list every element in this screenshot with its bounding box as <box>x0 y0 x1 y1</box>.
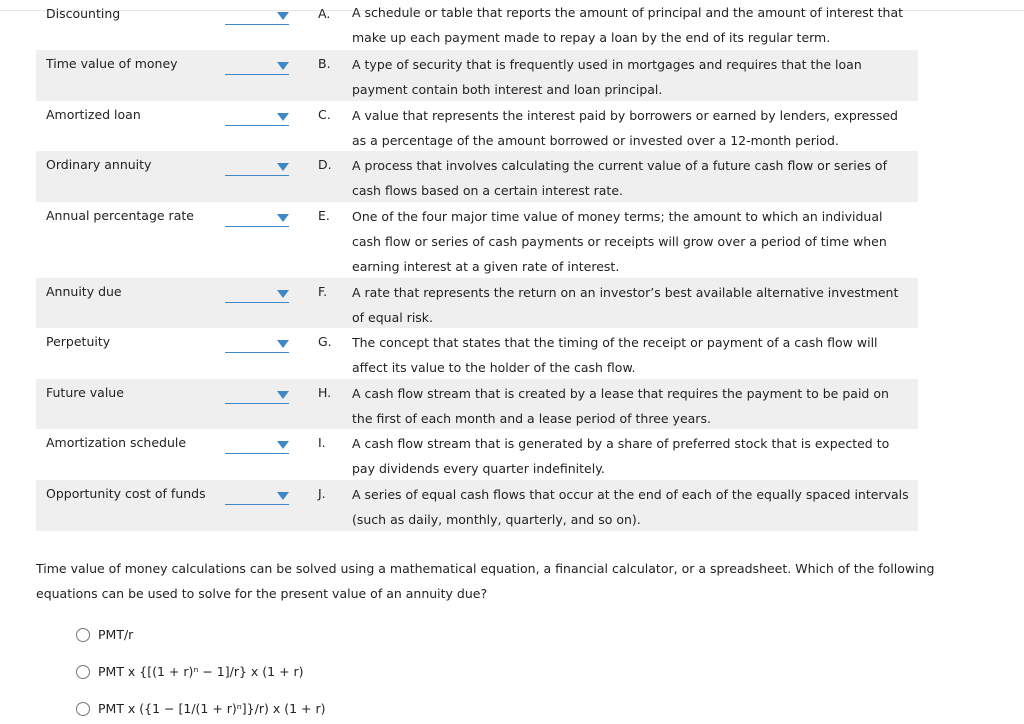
radio-button[interactable] <box>76 702 90 716</box>
matching-table <box>36 0 918 531</box>
matching-row <box>36 50 918 101</box>
option-letter: I. <box>318 435 326 450</box>
option-letter: F. <box>318 284 328 299</box>
radio-option-label: PMT/r <box>98 627 134 642</box>
option-letter: J. <box>318 486 326 501</box>
option-letter: C. <box>318 107 331 122</box>
answer-dropdown[interactable] <box>225 440 289 454</box>
dropdown-arrow-icon <box>277 214 289 222</box>
matching-row <box>36 101 918 151</box>
dropdown-arrow-icon <box>277 62 289 70</box>
term-label: Discounting <box>46 6 121 21</box>
dropdown-arrow-icon <box>277 492 289 500</box>
definition-text: A cash flow stream that is created by a lease that requires the payment to be paid on the first of each month and a lease period of three years. <box>352 386 889 427</box>
answer-dropdown[interactable] <box>225 339 289 353</box>
definition-text: The concept that states that the timing of the receipt or payment of a cash flow will affect its value to the holder of the cash flow. <box>352 335 878 376</box>
definition-text: A process that involves calculating the current value of a future cash flow or series of cash flows based on a certain interest rate. <box>352 158 887 199</box>
definition-text: A type of security that is frequently used in mortgages and requires that the loan payment contain both interest and loan principal. <box>352 57 862 98</box>
dropdown-arrow-icon <box>277 441 289 449</box>
term-label: Ordinary annuity <box>46 157 152 172</box>
radio-option-label: PMT x ({1 − [1/(1 + r)ⁿ]}/r) x (1 + r) <box>98 701 326 716</box>
definition-text: A rate that represents the return on an investor’s best available alternative investment of equal risk. <box>352 285 899 326</box>
matching-row <box>36 151 918 202</box>
term-label: Annual percentage rate <box>46 208 194 223</box>
option-letter: A. <box>318 6 331 21</box>
option-letter: G. <box>318 334 332 349</box>
answer-dropdown[interactable] <box>225 11 289 25</box>
matching-row <box>36 328 918 379</box>
term-label: Amortization schedule <box>46 435 187 450</box>
matching-row <box>36 0 918 50</box>
definition-text: A series of equal cash flows that occur at the end of each of the equally spaced intervals (such as daily, monthly, quarterly, and so on). <box>352 487 909 528</box>
dropdown-arrow-icon <box>277 163 289 171</box>
dropdown-arrow-icon <box>277 12 289 20</box>
radio-button[interactable] <box>76 628 90 642</box>
option-letter: B. <box>318 56 331 71</box>
option-letter: H. <box>318 385 332 400</box>
definition-text: A value that represents the interest paid by borrowers or earned by lenders, expressed as a percentage of the amount borrowed or invested over a 12-month period. <box>352 108 898 149</box>
dropdown-arrow-icon <box>277 391 289 399</box>
answer-dropdown[interactable] <box>225 289 289 303</box>
matching-row <box>36 278 918 328</box>
radio-button[interactable] <box>76 665 90 679</box>
radio-option-label: PMT x {[(1 + r)ⁿ − 1]/r} x (1 + r) <box>98 664 304 679</box>
dropdown-arrow-icon <box>277 290 289 298</box>
answer-dropdown[interactable] <box>225 61 289 75</box>
option-letter: E. <box>318 208 330 223</box>
definition-text: A schedule or table that reports the amount of principal and the amount of interest that make up each payment made to repay a loan by the end of its regular term. <box>352 5 904 46</box>
answer-dropdown[interactable] <box>225 162 289 176</box>
term-label: Perpetuity <box>46 334 111 349</box>
definition-text: One of the four major time value of money terms; the amount to which an individual cash flow or series of cash payments or receipts will grow over a period of time when earning interest at a given rate of interest. <box>352 209 887 275</box>
matching-row <box>36 202 918 278</box>
answer-dropdown[interactable] <box>225 491 289 505</box>
term-label: Annuity due <box>46 284 122 299</box>
term-label: Future value <box>46 385 124 400</box>
dropdown-arrow-icon <box>277 113 289 121</box>
term-label: Amortized loan <box>46 107 141 122</box>
term-label: Time value of money <box>46 56 178 71</box>
matching-row <box>36 379 918 429</box>
question-text: Time value of money calculations can be solved using a mathematical equation, a financial calculator, or a spreadsheet. Which of the following equations can be used to solve for the present value of an annuity due? <box>36 561 935 601</box>
answer-dropdown[interactable] <box>225 390 289 404</box>
answer-dropdown[interactable] <box>225 213 289 227</box>
matching-row <box>36 429 918 480</box>
matching-row <box>36 480 918 531</box>
answer-dropdown[interactable] <box>225 112 289 126</box>
term-label: Opportunity cost of funds <box>46 486 206 501</box>
definition-text: A cash flow stream that is generated by a share of preferred stock that is expected to pay dividends every quarter indefinitely. <box>352 436 890 477</box>
option-letter: D. <box>318 157 332 172</box>
dropdown-arrow-icon <box>277 340 289 348</box>
